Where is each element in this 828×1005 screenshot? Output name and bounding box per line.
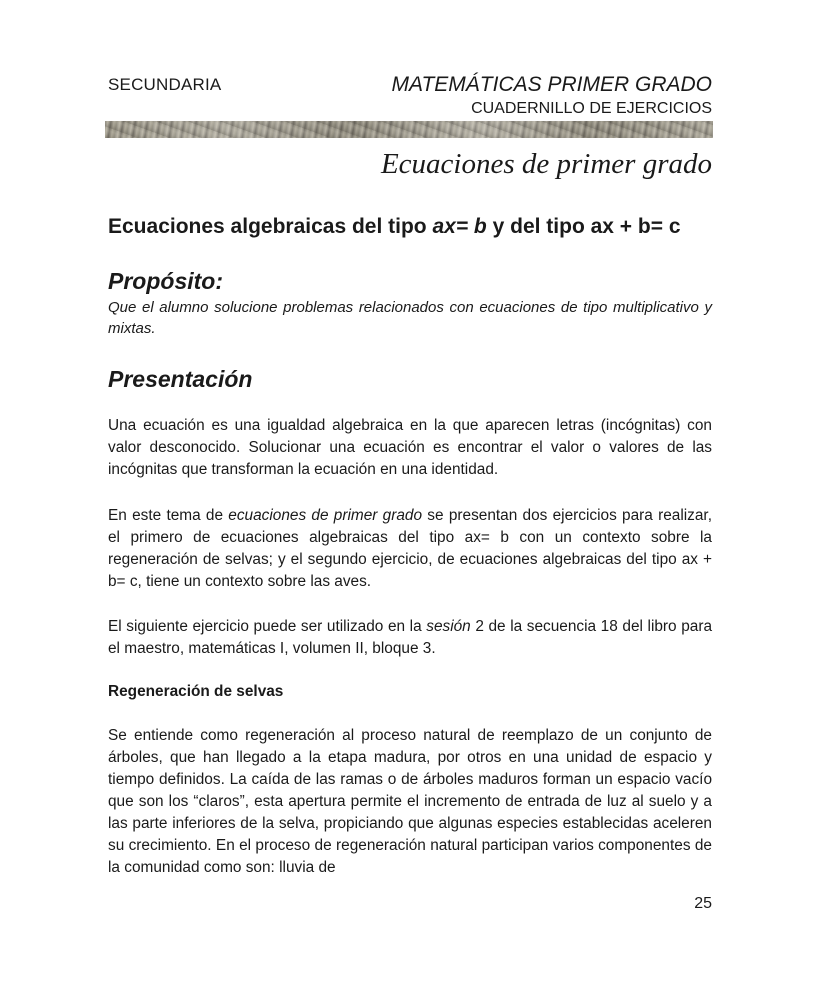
regeneracion-paragraph: Se entiende como regeneración al proceso natural de reemplazo de un conjunto de árboles, que han llegado a la etapa madura, por otros en una unidad de espacio y tiempo definidos. La caída de las ramas o de árboles maduros forman un espacio vacío que son los “claros”, esta apertura permite el incremento de entrada de luz al suelo y a las parte inferiores de la selva, propiciando que algunas especies establecidas aceleren su crecimiento. En el proceso de regeneración natural participan varios componentes de la comunidad como son: lluvia de: [108, 727, 712, 876]
topic-title: Ecuaciones de primer grado: [380, 148, 712, 180]
p2-text-a: En este tema de: [108, 507, 229, 524]
header-subtitle: CUADERNILLO DE EJERCICIOS: [471, 100, 712, 117]
presentacion-paragraph-2: [108, 505, 712, 593]
proposito-text: Que el alumno solucione problemas relacionados con ecuaciones de tipo multiplicativo y mixtas.: [108, 299, 712, 337]
subtitle-equation: ax= b: [432, 215, 487, 238]
regeneracion-heading: Regeneración de selvas: [108, 683, 284, 700]
subtitle-part-1: Ecuaciones algebraicas del tipo: [108, 215, 433, 238]
presentacion-paragraph-1: Una ecuación es una igualdad algebraica en la que aparecen letras (incógnitas) con valor desconocido. Solucionar una ecuación es encontrar el valor o valores de las incógnitas que transforman la ecuación en una identidad.: [108, 417, 712, 478]
decorative-banner: [105, 121, 713, 138]
p3-text-a: El siguiente ejercicio puede ser utilizado en la: [108, 618, 427, 635]
header-level: SECUNDARIA: [108, 75, 222, 94]
header-title: MATEMÁTICAS PRIMER GRADO: [391, 73, 712, 96]
p2-text-c: se presentan dos ejercicios para realizar, el primero de ecuaciones algebraicas del tipo ax= b con un contexto sobre la regeneración de selvas; y el segundo ejercicio, de ecuaciones algebraicas del tipo ax + b= c, tiene un contexto sobre las aves.: [108, 507, 712, 590]
header-block: [392, 72, 712, 120]
presentacion-heading: Presentación: [108, 366, 253, 392]
p3-text-c: 2 de la secuencia 18 del libro para el maestro, matemáticas I, volumen II, bloque 3.: [108, 618, 713, 657]
subtitle-part-3: y del tipo ax + b= c: [486, 215, 681, 238]
page-number: 25: [694, 895, 712, 912]
section-subtitle: [108, 213, 681, 241]
presentacion-paragraph-3: [108, 616, 712, 660]
p2-text-italic: ecuaciones de primer grado: [228, 507, 423, 524]
p3-text-italic: sesión: [426, 618, 471, 635]
proposito-heading: Propósito:: [108, 268, 223, 294]
